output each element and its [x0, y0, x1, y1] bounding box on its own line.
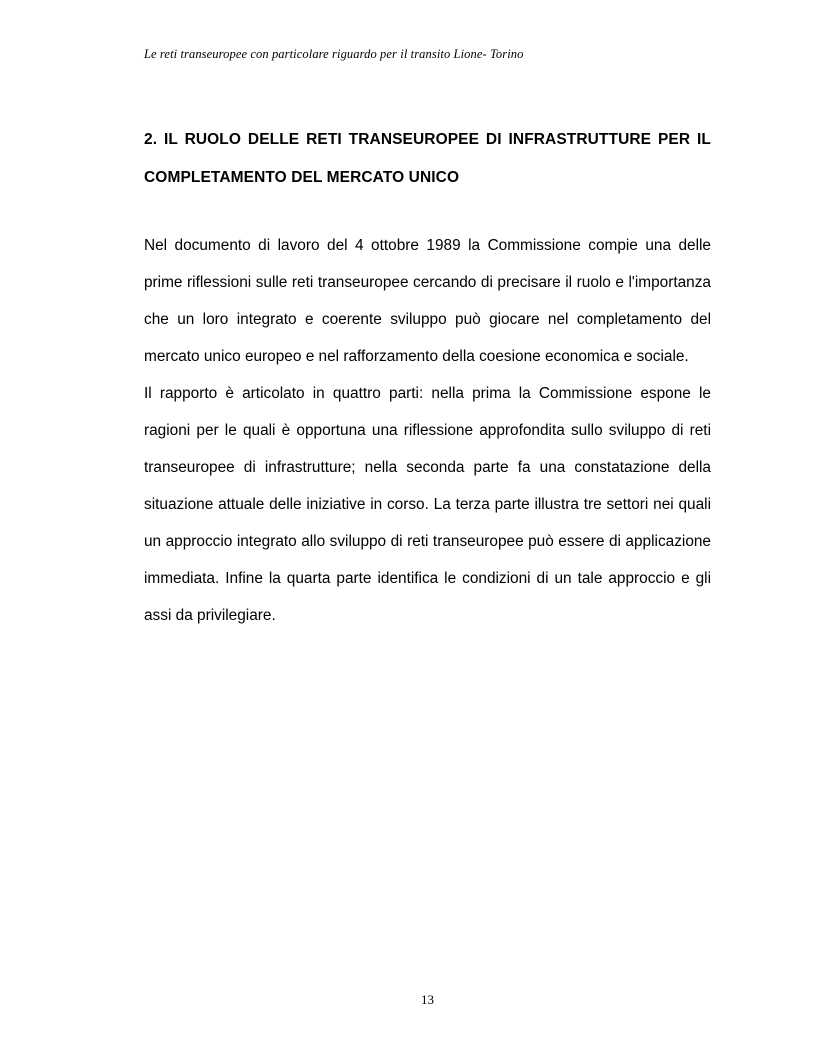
chapter-title: [144, 121, 711, 197]
chapter-title-line-1: 2. IL RUOLO DELLE RETI TRANSEUROPEE DI INFRASTRUTTURE PER IL: [144, 131, 711, 148]
chapter-title-line-2: COMPLETAMENTO DEL MERCATO UNICO: [144, 169, 460, 186]
running-header: Le reti transeuropee con particolare riguardo per il transito Lione- Torino: [144, 47, 524, 61]
body-text: [144, 227, 711, 634]
paragraph-2: Il rapporto è articolato in quattro parti: nella prima la Commissione espone le ragioni per le quali è opportuna una riflessione approfondita sullo sviluppo di reti transeuropee di infrastrutture; nella seconda parte fa una constatazione della situazione attuale delle iniziative in corso. La terza parte illustra tre settori nei quali un approccio integrato allo sviluppo di reti transeuropee può essere di applicazione immediata. Infine la quarta parte identifica le condizioni di un tale approccio e gli assi da privilegiare.: [144, 385, 711, 624]
page-number: 13: [421, 992, 434, 1007]
paragraph-1: Nel documento di lavoro del 4 ottobre 1989 la Commissione compie una delle prime riflessioni sulle reti transeuropee cercando di precisare il ruolo e l'importanza che un loro integrato e coerente sviluppo può giocare nel completamento del mercato unico europeo e nel rafforzamento della coesione economica e sociale.: [144, 237, 711, 365]
